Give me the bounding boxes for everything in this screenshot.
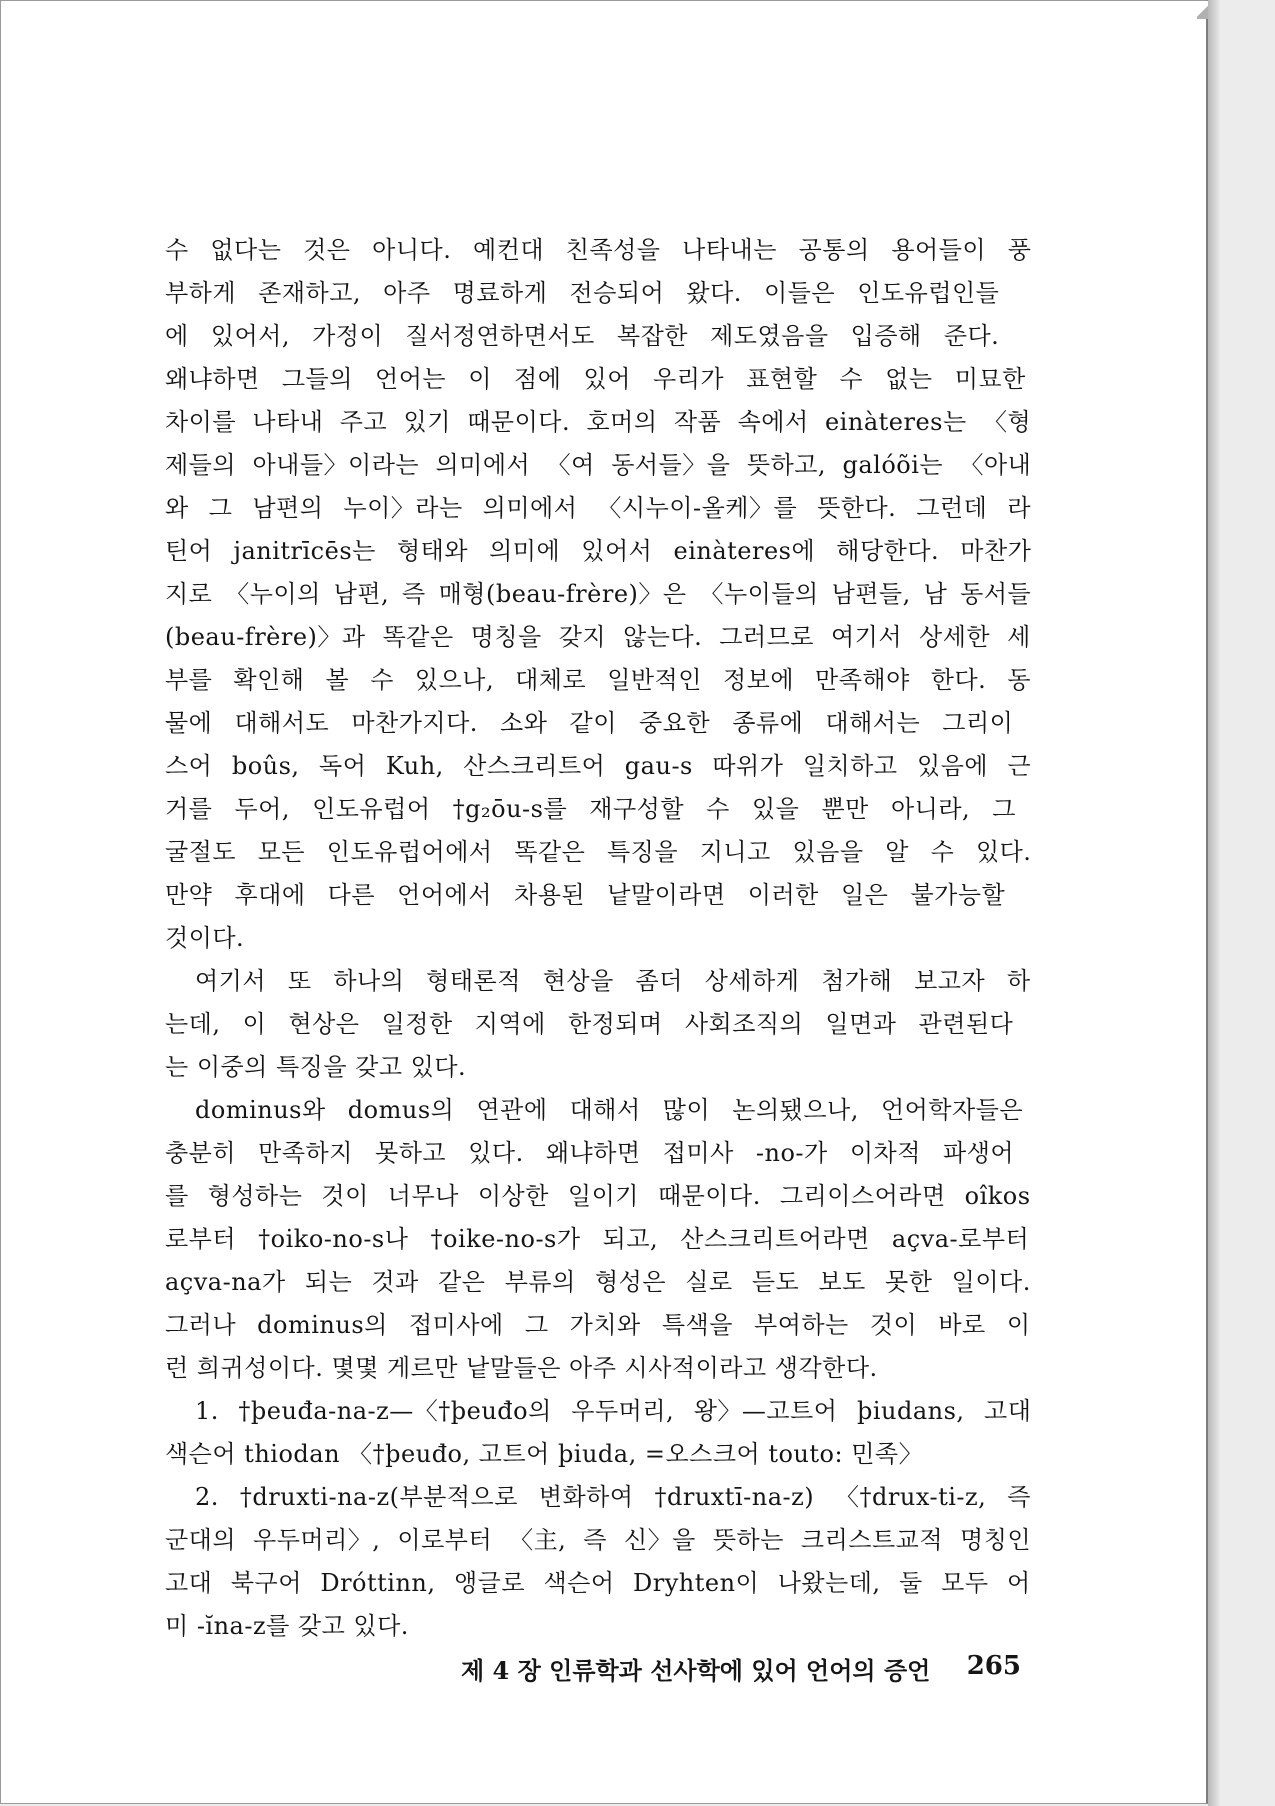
text-line: 는 이중의 특징을 갖고 있다.	[165, 1053, 467, 1081]
text-line: 부를 확인해 볼 수 있으나, 대체로 일반적인 정보에 만족해야 한다. 동	[165, 666, 1032, 694]
text-line: açva-na가 되는 것과 같은 부류의 형성은 실로 듣도 보도 못한 일이다.	[165, 1268, 1031, 1296]
page-number: 265	[966, 1651, 1021, 1681]
text-line: dominus와 domus의 연관에 대해서 많이 논의됐으나, 언어학자들은	[195, 1096, 1024, 1124]
text-line: 스어 boûs, 독어 Kuh, 산스크리트어 gau-s 따위가 일치하고 있음에 근	[165, 752, 1032, 780]
list-item-line: 1. †þeuđa-na-z—〈†þeuđo의 우두머리, 왕〉—고트어 þiudans, 고대	[195, 1397, 1032, 1425]
text-line: 부하게 존재하고, 아주 명료하게 전승되어 왔다. 이들은 인도유럽인들	[165, 279, 1000, 307]
text-line: 는데, 이 현상은 일정한 지역에 한정되며 사회조직의 일면과 관련된다	[165, 1010, 1014, 1038]
text-line: 거를 두어, 인도유럽어 †g₂ōu-s를 재구성할 수 있을 뿐만 아니라, 그	[165, 795, 1016, 823]
text-line: 를 형성하는 것이 너무나 이상한 일이기 때문이다. 그리이스어라면 oîkos	[165, 1182, 1031, 1210]
text-line: 틴어 janitrīcēs는 형태와 의미에 있어서 einàteres에 해당한다. 마찬가	[165, 537, 1032, 565]
text-line: 런 희귀성이다. 몇몇 게르만 낱말들은 아주 시사적이라고 생각한다.	[165, 1354, 878, 1382]
text-line: 여기서 또 하나의 형태론적 현상을 좀더 상세하게 첨가해 보고자 하	[195, 967, 1031, 995]
text-line: 것이다.	[165, 924, 245, 952]
page-edge-shadow	[1208, 0, 1220, 1806]
running-footer	[461, 1651, 1021, 1686]
text-line: 로부터 †oiko-no-s나 †oike-no-s가 되고, 산스크리트어라면 açva-로부터	[165, 1225, 1030, 1253]
text-line: 제들의 아내들〉이라는 의미에서 〈여 동서들〉을 뜻하고, galóõi는 〈아내	[165, 451, 1032, 479]
text-line: 왜냐하면 그들의 언어는 이 점에 있어 우리가 표현할 수 없는 미묘한	[165, 365, 1026, 393]
list-item-line: 고대 북구어 Dróttinn, 앵글로 색슨어 Dryhten이 나왔는데, 둘 모두 어	[165, 1569, 1031, 1597]
text-line: 차이를 나타내 주고 있기 때문이다. 호머의 작품 속에서 einàteres는 〈형	[165, 408, 1032, 436]
body-text	[165, 229, 1031, 1648]
text-line: 굴절도 모든 인도유럽어에서 똑같은 특징을 지니고 있음을 알 수 있다.	[165, 838, 1032, 866]
list-item-line: 미 -ĭna-z를 갖고 있다.	[165, 1612, 409, 1640]
text-line: 물에 대해서도 마찬가지다. 소와 같이 중요한 종류에 대해서는 그리이	[165, 709, 1014, 737]
text-line: 지로 〈누이의 남편, 즉 매형(beau-frère)〉은 〈누이들의 남편들, 남 동서들	[165, 580, 1032, 608]
text-line: (beau-frère)〉과 똑같은 명칭을 갖지 않는다. 그러므로 여기서 상세한 세	[165, 623, 1031, 651]
text-line: 에 있어서, 가정이 질서정연하면서도 복잡한 제도였음을 입증해 준다.	[165, 322, 1000, 350]
text-line: 그러나 dominus의 접미사에 그 가치와 특색을 부여하는 것이 바로 이	[165, 1311, 1031, 1339]
running-head: 제 4 장 인류학과 선사학에 있어 언어의 증언	[461, 1656, 931, 1685]
text-line: 수 없다는 것은 아니다. 예컨대 친족성을 나타내는 공통의 용어들이 풍	[165, 236, 1032, 264]
list-item-line: 군대의 우두머리〉, 이로부터 〈主, 즉 신〉을 뜻하는 크리스트교적 명칭인	[165, 1526, 1032, 1554]
list-item-line: 2. †druxti-na-z(부분적으로 변화하여 †druxtī-na-z) 〈†drux-ti-z, 즉	[195, 1483, 1031, 1511]
text-line: 와 그 남편의 누이〉라는 의미에서 〈시누이-올케〉를 뜻한다. 그런데 라	[165, 494, 1032, 522]
text-line: 만약 후대에 다른 언어에서 차용된 낱말이라면 이러한 일은 불가능할	[165, 881, 1006, 909]
list-item-line: 색슨어 thiodan 〈†þeuđo, 고트어 þiuda, =오스크어 touto: 민족〉	[165, 1440, 924, 1468]
text-line: 충분히 만족하지 못하고 있다. 왜냐하면 접미사 -no-가 이차적 파생어	[165, 1139, 1015, 1167]
